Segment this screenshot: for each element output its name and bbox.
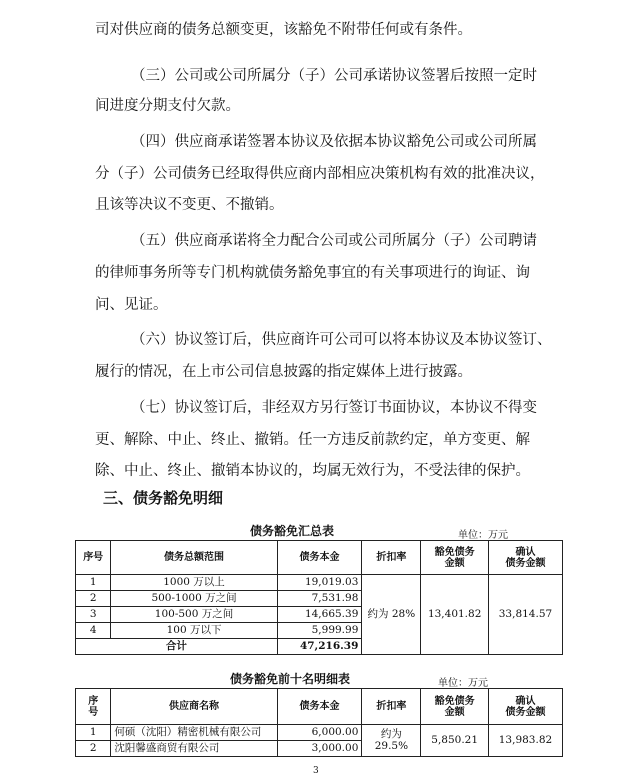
header-line: 确认 bbox=[515, 546, 536, 558]
top10-table-unit: 单位：万元 bbox=[438, 678, 488, 689]
cell-supplier: 何硕（沈阳）精密机械有限公司 bbox=[111, 725, 277, 741]
para-line: （五）供应商承诺将全力配合公司或公司所属分（子）公司聘请 bbox=[131, 233, 537, 249]
col-header: 折扣率 bbox=[362, 689, 421, 725]
col-header bbox=[488, 541, 562, 575]
cell-no: 2 bbox=[76, 741, 111, 757]
para-line: 间进度分期支付欠款。 bbox=[95, 98, 240, 114]
para-line: （六）协议签订后，供应商许可公司可以将本协议及本协议签订、 bbox=[131, 332, 552, 348]
table-row bbox=[76, 575, 563, 591]
col-header: 债务本金 bbox=[277, 541, 362, 575]
cell-principal: 6,000.00 bbox=[277, 725, 362, 741]
para-line: 除、中止、终止、撤销本协议的，均属无效行为，不受法律的保护。 bbox=[95, 463, 530, 479]
para-line: 司对供应商的债务总额变更，该豁免不附带任何或有条件。 bbox=[95, 22, 472, 38]
cell-no: 1 bbox=[76, 575, 111, 591]
cell-principal: 14,665.39 bbox=[277, 607, 362, 623]
col-header: 供应商名称 bbox=[111, 689, 277, 725]
cell-confirmed: 33,814.57 bbox=[488, 575, 562, 655]
header-line: 豁免债务 bbox=[434, 695, 475, 707]
cell-discount: 约为 28% bbox=[362, 575, 421, 655]
cell-principal: 19,019.03 bbox=[277, 575, 362, 591]
summary-table-unit: 单位：万元 bbox=[458, 530, 508, 541]
top10-table-caption: 债务豁免前十名明细表 bbox=[230, 672, 351, 686]
header-line: 债务金额 bbox=[505, 706, 546, 718]
header-line: 序 bbox=[88, 695, 99, 707]
header-line: 号 bbox=[88, 706, 99, 718]
para-line: 分（子）公司债务已经取得供应商内部相应决策机构有效的批准决议， bbox=[95, 166, 545, 182]
para-line: 问、见证。 bbox=[95, 297, 168, 313]
page-number: 3 bbox=[313, 766, 319, 776]
col-header bbox=[488, 689, 562, 725]
cell-waived: 13,401.82 bbox=[421, 575, 489, 655]
header-line: 债务金额 bbox=[505, 557, 546, 569]
cell-waived: 5,850.21 bbox=[421, 725, 489, 757]
col-header bbox=[421, 541, 489, 575]
cell-confirmed: 13,983.82 bbox=[488, 725, 562, 757]
header-line: 确认 bbox=[515, 695, 536, 707]
cell-principal: 5,999.99 bbox=[277, 623, 362, 639]
header-line: 豁免债务 bbox=[434, 546, 475, 558]
cell-no: 1 bbox=[76, 725, 111, 741]
cell-no: 3 bbox=[76, 607, 111, 623]
cell-principal: 3,000.00 bbox=[277, 741, 362, 757]
cell-no: 2 bbox=[76, 591, 111, 607]
cell-no: 4 bbox=[76, 623, 111, 639]
cell-range: 100 万以下 bbox=[111, 623, 277, 639]
para-line: （七）协议签订后，非经双方另行签订书面协议，本协议不得变 bbox=[131, 400, 537, 416]
para-line: （四）供应商承诺签署本协议及依据本协议豁免公司或公司所属 bbox=[131, 134, 537, 150]
para-line: 且该等决议不变更、不撤销。 bbox=[95, 197, 284, 213]
cell-range: 1000 万以上 bbox=[111, 575, 277, 591]
top10-table bbox=[75, 688, 563, 757]
cell-range: 100-500 万之间 bbox=[111, 607, 277, 623]
header-line: 金额 bbox=[444, 557, 465, 569]
col-header bbox=[76, 689, 111, 725]
col-header: 折扣率 bbox=[362, 541, 421, 575]
col-header bbox=[421, 689, 489, 725]
header-line: 金额 bbox=[444, 706, 465, 718]
col-header: 序号 bbox=[76, 541, 111, 575]
cell-range: 500-1000 万之间 bbox=[111, 591, 277, 607]
cell-supplier: 沈阳馨盛商贸有限公司 bbox=[111, 741, 277, 757]
cell-discount bbox=[362, 725, 421, 757]
discount-line: 约为 bbox=[380, 727, 402, 740]
cell-total-principal: 47,216.39 bbox=[277, 639, 362, 655]
col-header: 债务总额范围 bbox=[111, 541, 277, 575]
para-line: 的律师事务所等专门机构就债务豁免事宜的有关事项进行的询证、询 bbox=[95, 265, 530, 281]
cell-total-label: 合计 bbox=[76, 639, 278, 655]
section-title: 三、债务豁免明细 bbox=[103, 489, 224, 507]
para-line: 履行的情况，在上市公司信息披露的指定媒体上进行披露。 bbox=[95, 364, 472, 380]
col-header: 债务本金 bbox=[277, 689, 362, 725]
cell-principal: 7,531.98 bbox=[277, 591, 362, 607]
table-row bbox=[76, 725, 563, 741]
para-line: 更、解除、中止、终止、撤销。任一方违反前款约定，单方变更、解 bbox=[95, 432, 530, 448]
para-line: （三）公司或公司所属分（子）公司承诺协议签署后按照一定时 bbox=[131, 68, 537, 84]
summary-table-caption: 债务豁免汇总表 bbox=[250, 524, 335, 538]
summary-table bbox=[75, 540, 563, 655]
discount-line: 29.5% bbox=[374, 739, 409, 752]
